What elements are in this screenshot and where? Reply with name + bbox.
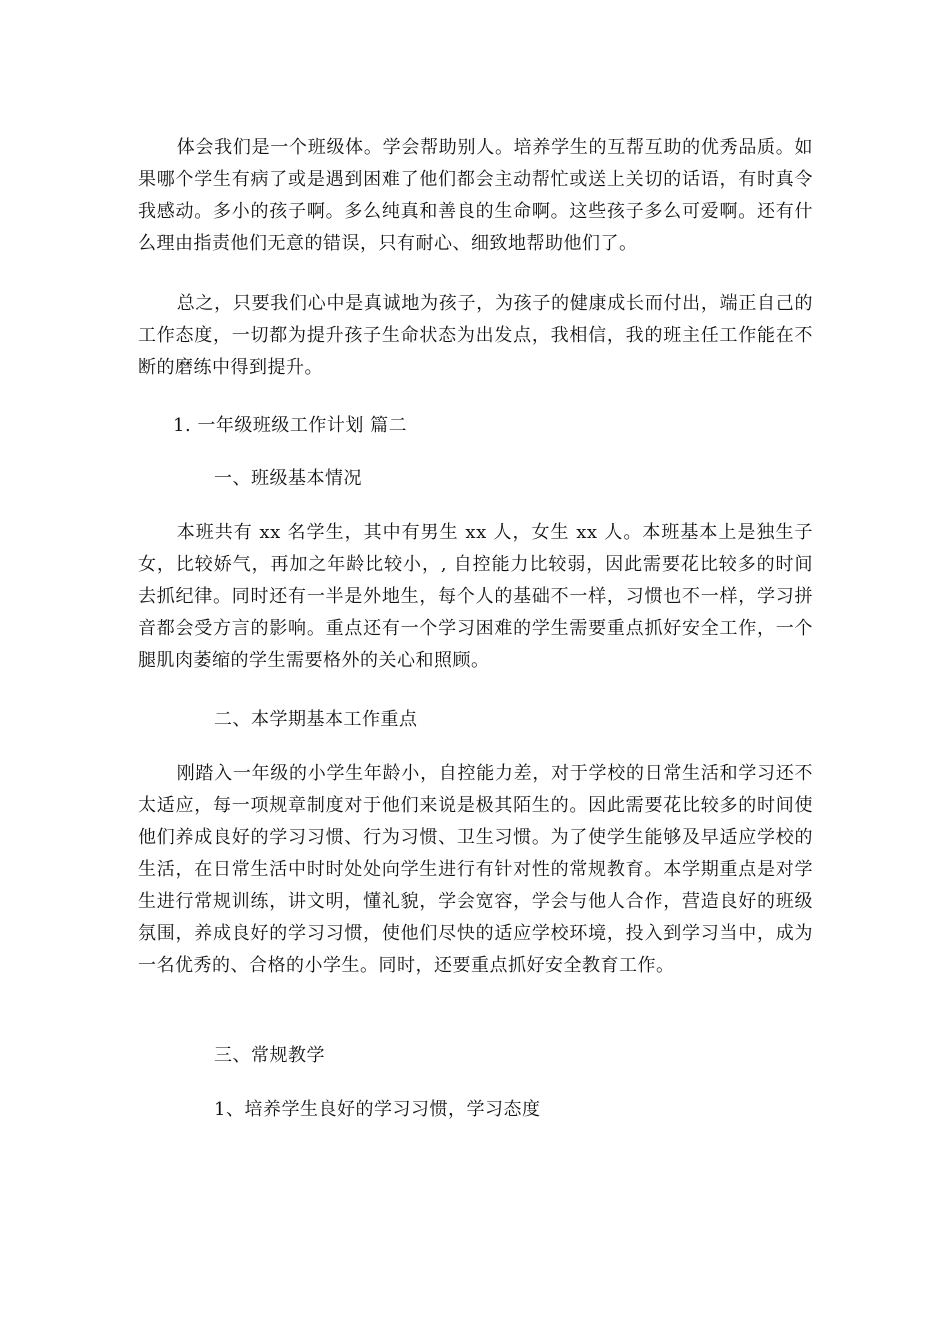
paragraph-class-situation: 本班共有 xx 名学生，其中有男生 xx 人，女生 xx 人。本班基本上是独生子女，比较娇气，再加之年龄比较小，, 自控能力比较弱，因此需要花比较多的时间去抓纪律。同时还有一半是外地生，每个人的基础不一样，习惯也不一样，学习拼音都会受方言的影响。重点还有一个学习困难的学生需要重点抓好安全工作，一个腿肌肉萎缩的学生需要格外的关心和照顾。: [138, 522, 813, 671]
heading-semester-focus: 二、本学期基本工作重点: [214, 709, 418, 730]
heading-routine-teaching: 三、常规教学: [214, 1045, 325, 1066]
paragraph-class-unity: 体会我们是一个班级体。学会帮助别人。培养学生的互帮互助的优秀品质。如果哪个学生有病了或是遇到困难了他们都会主动帮忙或送上关切的话语，有时真令我感动。多小的孩子啊。多么纯真和善良的生命啊。这些孩子多么可爱啊。还有什么理由指责他们无意的错误，只有耐心、细致地帮助他们了。: [138, 137, 813, 254]
section-title: 1. 一年级班级工作计划 篇二: [173, 415, 408, 436]
sub-heading-study-habits: 1、培养学生良好的学习习惯，学习态度: [214, 1099, 541, 1120]
paragraph-conclusion: 总之，只要我们心中是真诚地为孩子，为孩子的健康成长而付出，端正自己的工作态度，一切都为提升孩子生命状态为出发点，我相信，我的班主任工作能在不断的磨练中得到提升。: [138, 293, 813, 378]
heading-class-situation: 一、班级基本情况: [214, 468, 362, 489]
paragraph-semester-focus: 刚踏入一年级的小学生年龄小，自控能力差，对于学校的日常生活和学习还不太适应，每一项规章制度对于他们来说是极其陌生的。因此需要花比较多的时间使他们养成良好的学习习惯、行为习惯、卫生习惯。为了使学生能够及早适应学校的生活，在日常生活中时时处处向学生进行有针对性的常规教育。本学期重点是对学生进行常规训练，讲文明，懂礼貌，学会宽容，学会与他人合作，营造良好的班级氛围，养成良好的学习习惯，使他们尽快的适应学校环境，投入到学习当中，成为一名优秀的、合格的小学生。同时，还要重点抓好安全教育工作。: [138, 763, 813, 976]
